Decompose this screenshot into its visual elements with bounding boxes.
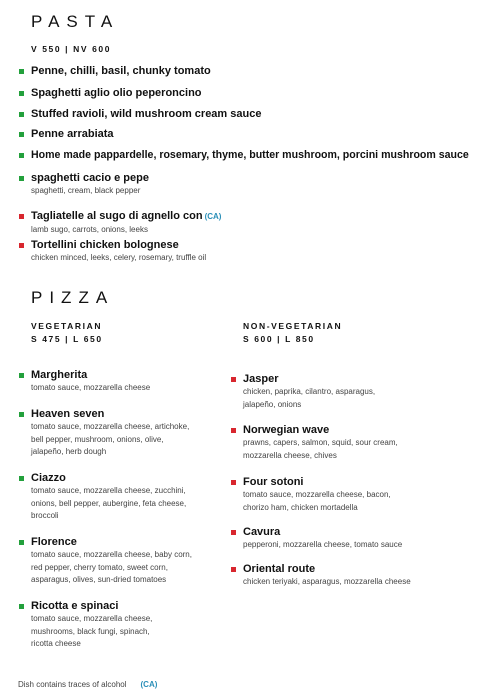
- item-description: tomato sauce, mozzarella cheese, bacon,: [243, 490, 391, 499]
- pizza-item: [243, 423, 398, 462]
- nonveg-marker-icon: [19, 214, 24, 219]
- item-name: Spaghetti aglio olio peperoncino: [31, 87, 202, 99]
- pizza-item: [31, 407, 189, 459]
- item-name: Penne, chilli, basil, chunky tomato: [31, 65, 211, 77]
- pizza-item: [243, 525, 402, 552]
- pizza-item: [31, 368, 150, 395]
- nonveg-marker-icon: [231, 530, 236, 535]
- item-description: ricotta cheese: [31, 639, 81, 648]
- item-name: Ricotta e spinaci: [31, 600, 119, 612]
- pasta-item: [31, 238, 206, 265]
- pizza-item: [243, 475, 391, 514]
- pasta-title: PASTA: [31, 12, 120, 31]
- item-description: bell pepper, mushroom, onions, olive,: [31, 434, 164, 444]
- pasta-item: [31, 209, 221, 237]
- nonveg-marker-icon: [231, 428, 236, 433]
- item-name: Florence: [31, 536, 77, 548]
- veg-marker-icon: [19, 153, 24, 158]
- item-description: tomato sauce, mozzarella cheese, zucchini,: [31, 486, 186, 495]
- item-name: Norwegian wave: [243, 424, 330, 436]
- item-description: tomato sauce, mozzarella cheese, baby corn,: [31, 550, 192, 559]
- veg-marker-icon: [19, 412, 24, 417]
- pasta-item: [31, 86, 202, 100]
- item-description: chicken, paprika, cilantro, asparagus,: [243, 387, 376, 396]
- item-description: tomato sauce, mozzarella cheese, artichoke,: [31, 422, 190, 431]
- item-name: Margherita: [31, 369, 88, 381]
- veg-marker-icon: [19, 69, 24, 74]
- item-description: jalapeño, onions: [243, 399, 302, 409]
- item-description: chicken teriyaki, asparagus, mozzarella cheese: [243, 577, 411, 586]
- item-description: onions, bell pepper, aubergine, feta cheese,: [31, 498, 187, 508]
- item-description: tomato sauce, mozzarella cheese: [31, 383, 151, 392]
- item-description: asparagus, olives, sun-dried tomatoes: [31, 575, 167, 584]
- item-description: spaghetti, cream, black pepper: [31, 186, 141, 195]
- item-name: Stuffed ravioli, wild mushroom cream sauce: [31, 108, 262, 120]
- item-description: mozzarella cheese, chives: [243, 450, 337, 460]
- nonveg-pizza-header: [243, 320, 342, 346]
- item-name: Tagliatelle al sugo di agnello con: [31, 210, 203, 222]
- item-description: broccoli: [31, 511, 59, 520]
- veg-marker-icon: [19, 540, 24, 545]
- item-description: chorizo ham, chicken mortadella: [243, 502, 358, 512]
- item-name: Cavura: [243, 526, 281, 538]
- pizza-item: [31, 471, 186, 523]
- item-description: jalapeño, herb dough: [31, 447, 107, 456]
- footer-text: Dish contains traces of alcohol: [18, 680, 127, 689]
- veg-marker-icon: [19, 176, 24, 181]
- pizza-item: [31, 535, 192, 587]
- item-name: Oriental route: [243, 563, 316, 575]
- item-description: pepperoni, mozzarella cheese, tomato sauce: [243, 540, 403, 549]
- pasta-item: [31, 148, 469, 162]
- veg-price: S 475 | L 650: [31, 334, 103, 344]
- nonveg-marker-icon: [231, 377, 236, 382]
- veg-marker-icon: [19, 91, 24, 96]
- item-description: red pepper, cherry tomato, sweet corn,: [31, 562, 168, 572]
- veg-heading: VEGETARIAN: [31, 321, 103, 331]
- pizza-item: [243, 562, 411, 589]
- pasta-item: [31, 64, 211, 78]
- item-description: prawns, capers, salmon, squid, sour cream,: [243, 438, 398, 447]
- pizza-title: PIZZA: [31, 288, 115, 307]
- nonveg-marker-icon: [231, 567, 236, 572]
- nonveg-heading: NON-VEGETARIAN: [243, 321, 343, 331]
- item-name: spaghetti cacio e pepe: [31, 172, 149, 184]
- alcohol-tag: (CA): [204, 212, 222, 221]
- item-name: Tortellini chicken bolognese: [31, 239, 179, 251]
- item-name: Home made pappardelle, rosemary, thyme, butter mushroom, porcini mushroom sauce: [31, 149, 469, 161]
- pizza-item: [31, 599, 152, 651]
- item-name: Heaven seven: [31, 408, 105, 420]
- pasta-item: [31, 107, 261, 121]
- item-name: Penne arrabiata: [31, 128, 114, 140]
- item-description: chicken minced, leeks, celery, rosemary, truffle oil: [31, 253, 207, 262]
- item-name: Jasper: [243, 373, 279, 385]
- nonveg-price: S 600 | L 850: [243, 334, 315, 344]
- footer-note: [18, 680, 157, 689]
- veg-marker-icon: [19, 373, 24, 378]
- pasta-item: [31, 127, 114, 141]
- pasta-item: [31, 171, 149, 198]
- veg-marker-icon: [19, 132, 24, 137]
- nonveg-marker-icon: [231, 480, 236, 485]
- pasta-price: V 550 | NV 600: [31, 44, 112, 54]
- item-description: lamb sugo, carrots, onions, leeks: [31, 225, 148, 234]
- pizza-item: [243, 372, 375, 411]
- veg-marker-icon: [19, 112, 24, 117]
- veg-marker-icon: [19, 476, 24, 481]
- nonveg-marker-icon: [19, 243, 24, 248]
- veg-marker-icon: [19, 604, 24, 609]
- alcohol-tag: (CA): [140, 680, 158, 689]
- item-name: Ciazzo: [31, 472, 66, 484]
- veg-pizza-header: [31, 320, 103, 346]
- item-description: tomato sauce, mozzarella cheese,: [31, 614, 153, 623]
- item-description: mushrooms, black fungi, spinach,: [31, 626, 150, 636]
- item-name: Four sotoni: [243, 476, 304, 488]
